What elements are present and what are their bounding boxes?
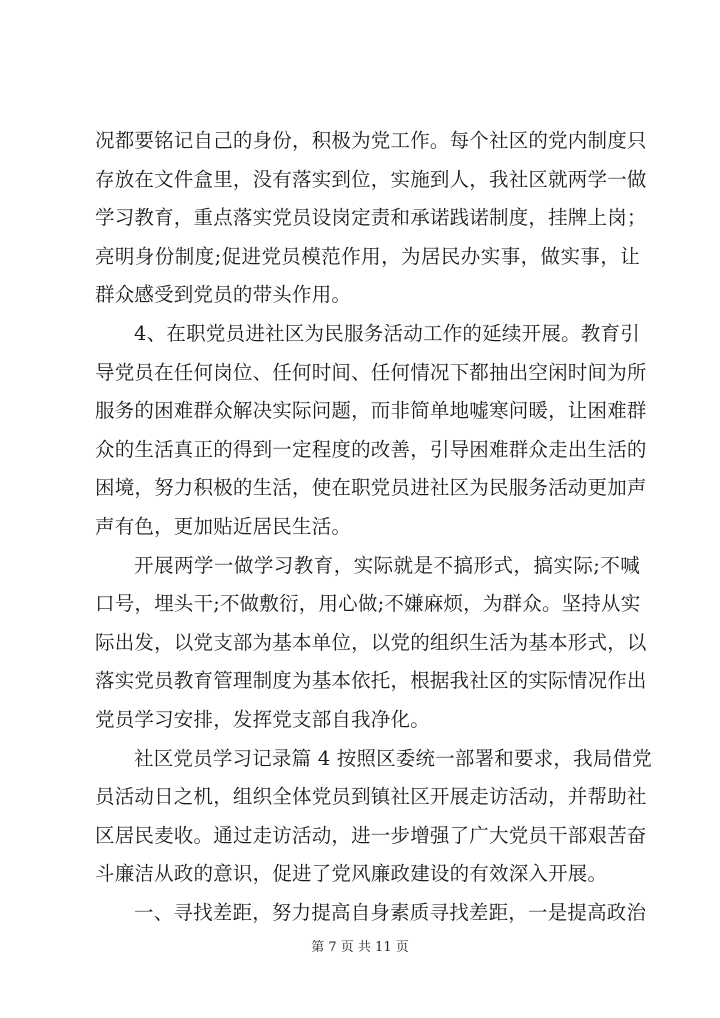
text-line: 4、在职党员进社区为民服务活动工作的延续开展。教育引 [134, 321, 640, 345]
text-line: 群众感受到党员的带头作用。 [95, 283, 352, 307]
text-line: 困境，努力积极的生活，使在职党员进社区为民服务活动更加声 [95, 476, 647, 500]
text-line: 斗廉洁从政的意识，促进了党风廉政建设的有效深入开展。 [95, 862, 608, 886]
text-line: 党员学习安排，发挥党支部自我净化。 [95, 707, 430, 731]
text-line: 员活动日之机，组织全体党员到镇社区开展走访活动，并帮助社 [95, 785, 647, 809]
text-line: 存放在文件盒里，没有落实到位，实施到人，我社区就两学一做 [95, 167, 647, 191]
text-line: 际出发，以党支部为基本单位，以党的组织生活为基本形式，以 [95, 630, 647, 654]
text-line: 口号，埋头干;不做敷衍，用心做;不嫌麻烦，为群众。坚持从实 [95, 592, 641, 616]
text-line: 亮明身份制度;促进党员模范作用，为居民办实事，做实事，让 [95, 244, 640, 268]
text-line: 声有色，更加贴近居民生活。 [95, 514, 352, 538]
text-line: 况都要铭记自己的身份，积极为党工作。每个社区的党内制度只 [95, 129, 647, 152]
page-number-footer: 第 7 页 共 11 页 [311, 940, 409, 955]
text-line: 导党员在任何岗位、任何时间、任何情况下都抽出空闲时间为所 [95, 360, 647, 384]
text-line: 开展两学一做学习教育，实际就是不搞形式，搞实际;不喊 [134, 553, 640, 577]
document-body [95, 122, 652, 932]
text-line: 众的生活真正的得到一定程度的改善，引导困难群众走出生活的 [95, 437, 647, 461]
text-line: 服务的困难群众解决实际问题，而非简单地嘘寒问暖，让困难群 [95, 399, 647, 423]
text-line: 一、寻找差距，努力提高自身素质寻找差距，一是提高政治 [134, 900, 647, 924]
text-line: 社区党员学习记录篇 4 按照区委统一部署和要求，我局借党 [134, 746, 652, 770]
text-line: 学习教育，重点落实党员设岗定责和承诺践诺制度，挂牌上岗； [95, 206, 647, 230]
text-line: 落实党员教育管理制度为基本依托，根据我社区的实际情况作出 [95, 669, 647, 693]
text-line: 区居民麦收。通过走访活动，进一步增强了广大党员干部艰苦奋 [95, 823, 647, 847]
